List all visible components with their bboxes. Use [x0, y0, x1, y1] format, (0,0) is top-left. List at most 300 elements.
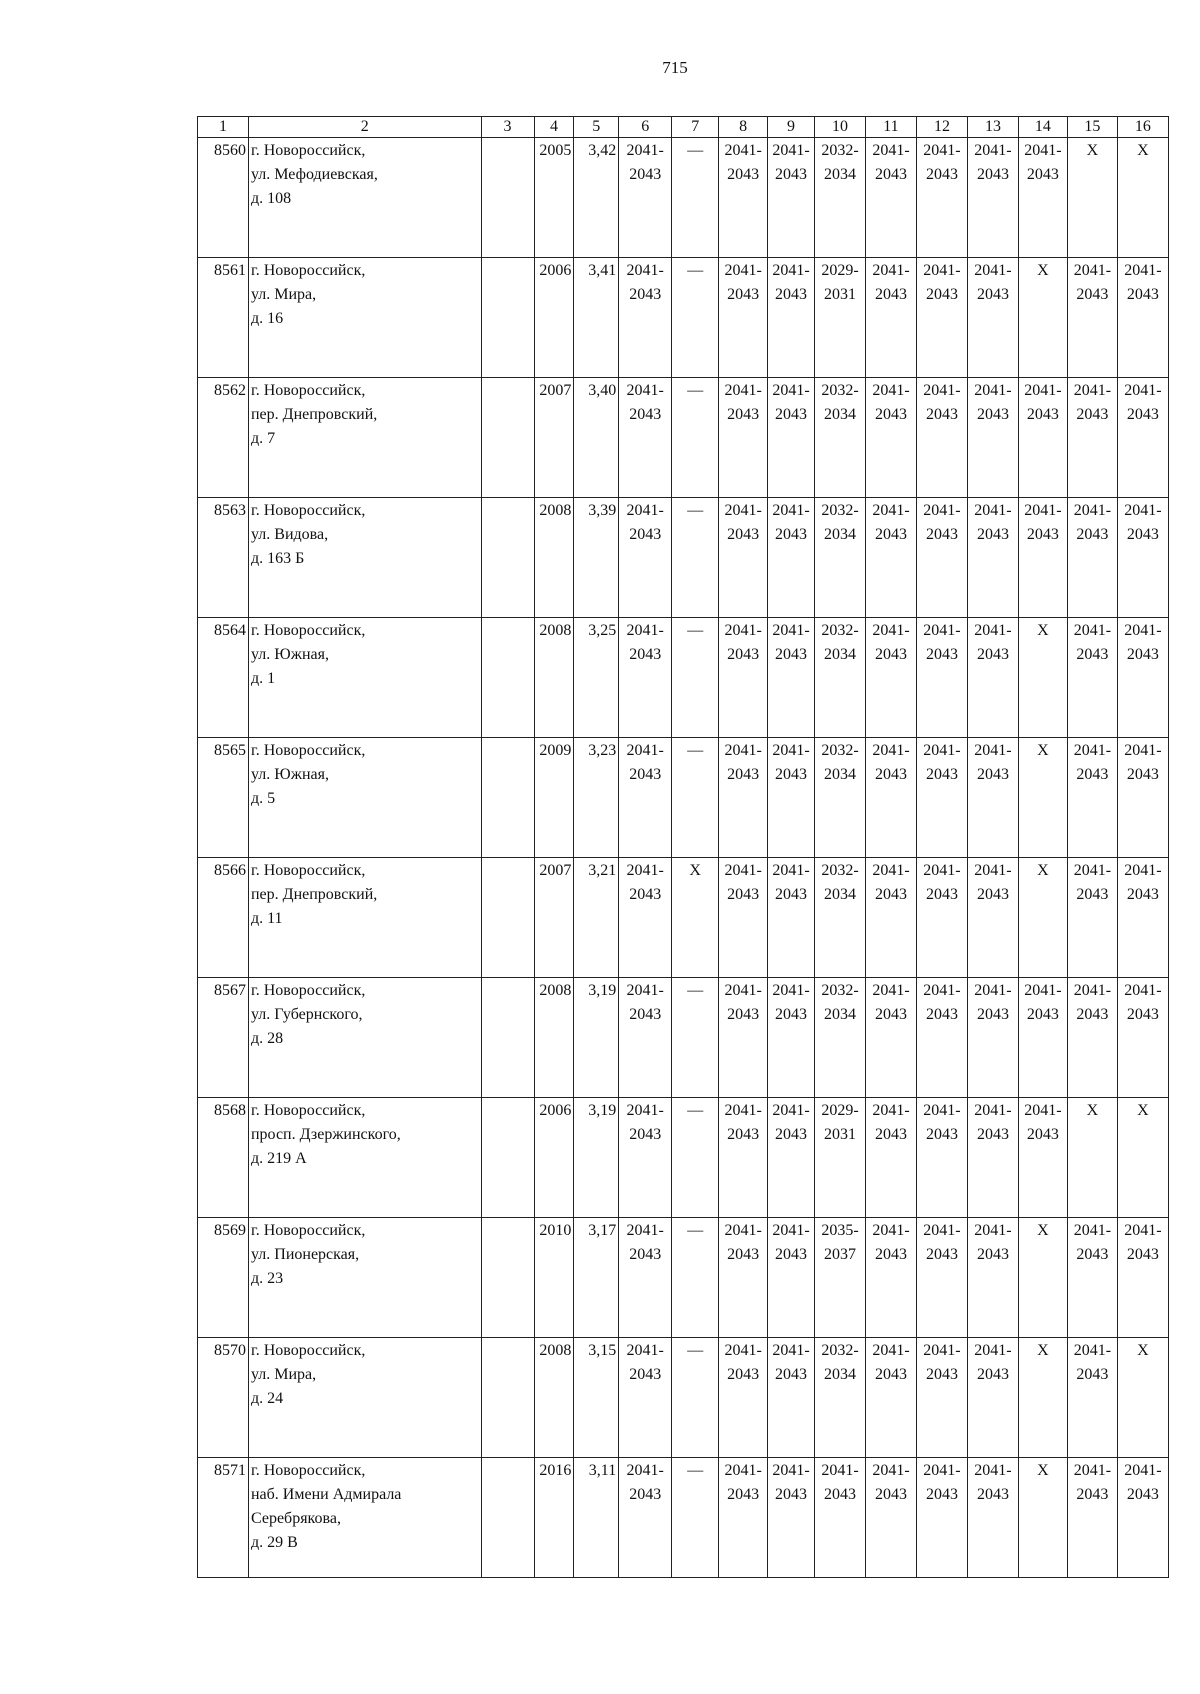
period-text: 2032- 2034 [821, 1342, 859, 1383]
period-text: 2041- 2043 [626, 982, 664, 1023]
period-cell [768, 258, 815, 378]
period-cell [1117, 378, 1168, 498]
period-text: 2041- 2043 [772, 382, 810, 423]
period-cell [815, 1218, 866, 1338]
index-value-cell: 3,25 [574, 618, 619, 738]
period-text: 2041- 2043 [974, 1342, 1012, 1383]
year-cell: 2006 [534, 258, 574, 378]
period-cell [672, 1458, 719, 1578]
page-number: 715 [662, 58, 688, 77]
period-cell [967, 738, 1018, 858]
period-text: 2041- 2043 [626, 1462, 664, 1503]
index-value-cell: 3,19 [574, 978, 619, 1098]
period-cell [1018, 978, 1067, 1098]
period-text: 2041- 2043 [626, 1342, 664, 1383]
period-cell [815, 738, 866, 858]
period-cell [619, 1218, 672, 1338]
address-line: ул. Мира, [250, 1366, 317, 1383]
period-text: — [687, 142, 704, 159]
period-text: 2041- 2043 [772, 1222, 810, 1263]
period-text: 2041- 2043 [923, 1222, 961, 1263]
period-text: 2041- 2043 [772, 982, 810, 1023]
period-text: 2041- 2043 [1024, 982, 1062, 1023]
period-cell [1117, 1458, 1168, 1578]
period-text: 2041- 2043 [923, 502, 961, 543]
period-cell [672, 618, 719, 738]
address-line: г. Новороссийск, [250, 142, 366, 159]
year-cell: 2007 [534, 858, 574, 978]
period-text: 2041- 2043 [626, 502, 664, 543]
period-text: 2041- 2043 [724, 622, 762, 663]
period-cell [719, 978, 768, 1098]
address-line: г. Новороссийск, [250, 742, 366, 759]
index-value-cell: 3,40 [574, 378, 619, 498]
index-value-cell: 3,19 [574, 1098, 619, 1218]
period-cell [1067, 138, 1117, 258]
period-text: 2041- 2043 [1073, 982, 1112, 1023]
period-text: 2041- 2043 [1124, 742, 1162, 783]
address-line: д. 5 [250, 790, 276, 807]
period-cell [815, 618, 866, 738]
address-cell [248, 738, 481, 858]
period-text: 2041- 2043 [772, 1342, 810, 1383]
period-cell [865, 978, 916, 1098]
year-cell: 2009 [534, 738, 574, 858]
period-cell [1018, 1098, 1067, 1218]
period-text: Х [1037, 1342, 1049, 1359]
period-cell [719, 258, 768, 378]
record-number: 8567 [198, 978, 249, 1098]
table-row [198, 258, 1169, 378]
period-cell [768, 1098, 815, 1218]
period-text: Х [1037, 742, 1049, 759]
table-row [198, 738, 1169, 858]
address-line: д. 29 В [250, 1534, 298, 1551]
period-cell [967, 1458, 1018, 1578]
period-cell [1067, 378, 1117, 498]
period-cell [719, 498, 768, 618]
address-line: г. Новороссийск, [250, 262, 366, 279]
period-cell [719, 378, 768, 498]
table-row [198, 978, 1169, 1098]
period-text: 2041- 2043 [724, 1222, 762, 1263]
period-text: 2041- 2043 [974, 1462, 1012, 1503]
period-text: 2041- 2043 [872, 742, 910, 783]
address-cell [248, 498, 481, 618]
period-text: 2041- 2043 [821, 1462, 859, 1503]
period-cell [916, 738, 967, 858]
period-cell [672, 978, 719, 1098]
period-text: Х [1037, 1222, 1049, 1239]
period-text: 2041- 2043 [724, 1342, 762, 1383]
table-row [198, 858, 1169, 978]
period-cell [672, 498, 719, 618]
period-cell [865, 378, 916, 498]
period-cell [916, 138, 967, 258]
period-cell [768, 858, 815, 978]
period-cell [967, 1338, 1018, 1458]
period-text: — [687, 1462, 704, 1479]
record-number: 8561 [198, 258, 249, 378]
period-text: 2041- 2043 [1124, 622, 1162, 663]
period-cell [967, 978, 1018, 1098]
period-cell [672, 738, 719, 858]
period-text: 2041- 2043 [1124, 982, 1162, 1023]
period-cell [967, 378, 1018, 498]
period-cell [672, 1338, 719, 1458]
period-text: 2041- 2043 [1073, 622, 1112, 663]
period-text: 2041- 2043 [974, 622, 1012, 663]
period-cell [672, 138, 719, 258]
period-cell [768, 138, 815, 258]
period-cell [815, 378, 866, 498]
period-cell [865, 858, 916, 978]
address-line: ул. Пионерская, [250, 1246, 360, 1263]
period-cell [768, 378, 815, 498]
index-value-cell: 3,39 [574, 498, 619, 618]
period-text: 2041- 2043 [724, 382, 762, 423]
period-text: — [687, 742, 704, 759]
period-cell [768, 1338, 815, 1458]
period-text: Х [1037, 262, 1049, 279]
index-value-cell: 3,11 [574, 1458, 619, 1578]
period-cell [916, 1338, 967, 1458]
period-text: — [687, 622, 704, 639]
address-line: просп. Дзержинского, [250, 1126, 401, 1143]
period-text: 2041- 2043 [1073, 1222, 1112, 1263]
period-cell [865, 1098, 916, 1218]
address-line: г. Новороссийск, [250, 1102, 366, 1119]
address-cell [248, 378, 481, 498]
period-cell [619, 858, 672, 978]
period-text: Х [689, 862, 701, 879]
record-number: 8566 [198, 858, 249, 978]
period-text: 2041- 2043 [772, 142, 810, 183]
period-cell [619, 378, 672, 498]
period-cell [768, 1458, 815, 1578]
period-cell [1067, 618, 1117, 738]
address-line: д. 108 [250, 190, 292, 207]
period-cell [1067, 1098, 1117, 1218]
record-number: 8568 [198, 1098, 249, 1218]
column-3-cell [481, 1098, 534, 1218]
index-value-cell: 3,41 [574, 258, 619, 378]
period-cell [967, 1218, 1018, 1338]
period-cell [967, 618, 1018, 738]
period-text: 2029- 2031 [821, 262, 859, 303]
period-text: 2032- 2034 [821, 142, 859, 183]
period-text: 2041- 2043 [626, 622, 664, 663]
period-cell [916, 258, 967, 378]
period-text: 2041- 2043 [872, 262, 910, 303]
column-header: 10 [815, 117, 866, 138]
period-text: — [687, 982, 704, 999]
period-cell [672, 258, 719, 378]
period-text: 2041- 2043 [1124, 1222, 1162, 1263]
period-cell [815, 138, 866, 258]
period-text: 2041- 2043 [872, 862, 910, 903]
period-text: 2041- 2043 [923, 982, 961, 1023]
period-text: 2041- 2043 [974, 742, 1012, 783]
column-3-cell [481, 978, 534, 1098]
period-text: Х [1137, 1342, 1149, 1359]
register-body [198, 138, 1169, 1578]
period-cell [1117, 858, 1168, 978]
period-text: 2029- 2031 [821, 1102, 859, 1143]
column-header: 15 [1067, 117, 1117, 138]
column-header: 2 [248, 117, 481, 138]
period-cell [916, 378, 967, 498]
period-text: 2032- 2034 [821, 742, 859, 783]
column-3-cell [481, 498, 534, 618]
period-text: 2041- 2043 [974, 1102, 1012, 1143]
period-text: 2041- 2043 [974, 982, 1012, 1023]
period-text: — [687, 1222, 704, 1239]
period-cell [1018, 1338, 1067, 1458]
period-cell [967, 258, 1018, 378]
period-text: 2041- 2043 [724, 502, 762, 543]
period-text: — [687, 382, 704, 399]
address-line: ул. Губернского, [250, 1006, 363, 1023]
period-cell [815, 258, 866, 378]
period-cell [672, 858, 719, 978]
column-header: 16 [1117, 117, 1168, 138]
address-line: д. 16 [250, 310, 284, 327]
period-text: 2032- 2034 [821, 382, 859, 423]
period-cell [865, 138, 916, 258]
address-line: д. 163 Б [250, 550, 305, 567]
index-value-cell: 3,15 [574, 1338, 619, 1458]
period-text: 2041- 2043 [923, 1462, 961, 1503]
period-cell [865, 738, 916, 858]
period-cell [1067, 1458, 1117, 1578]
period-cell [768, 498, 815, 618]
address-line: г. Новороссийск, [250, 502, 366, 519]
period-text: 2041- 2043 [724, 262, 762, 303]
period-text: 2041- 2043 [772, 622, 810, 663]
period-cell [768, 618, 815, 738]
address-cell [248, 858, 481, 978]
period-cell [916, 858, 967, 978]
period-cell [619, 1458, 672, 1578]
housing-register-table [197, 116, 1169, 1578]
period-cell [1018, 378, 1067, 498]
period-text: 2041- 2043 [1124, 1462, 1162, 1503]
address-line: Серебрякова, [250, 1510, 341, 1527]
period-text: 2041- 2043 [872, 382, 910, 423]
period-text: 2032- 2034 [821, 502, 859, 543]
address-line: д. 28 [250, 1030, 284, 1047]
period-cell [619, 1098, 672, 1218]
year-cell: 2008 [534, 618, 574, 738]
period-text: 2041- 2043 [1024, 502, 1062, 543]
period-cell [916, 1218, 967, 1338]
period-text: 2041- 2043 [1073, 862, 1112, 903]
period-cell [916, 1458, 967, 1578]
period-text: 2041- 2043 [772, 262, 810, 303]
address-line: ул. Мефодиевская, [250, 166, 378, 183]
period-cell [1117, 618, 1168, 738]
year-cell: 2005 [534, 138, 574, 258]
column-3-cell [481, 858, 534, 978]
period-cell [865, 1338, 916, 1458]
period-text: 2041- 2043 [1073, 262, 1112, 303]
period-cell [1117, 258, 1168, 378]
period-cell [768, 738, 815, 858]
period-text: 2041- 2043 [923, 1342, 961, 1383]
index-value-cell: 3,17 [574, 1218, 619, 1338]
address-cell [248, 978, 481, 1098]
period-cell [619, 978, 672, 1098]
column-header: 3 [481, 117, 534, 138]
period-text: 2041- 2043 [626, 1102, 664, 1143]
period-cell [672, 1098, 719, 1218]
address-line: г. Новороссийск, [250, 1462, 366, 1479]
year-cell: 2008 [534, 978, 574, 1098]
period-cell [619, 738, 672, 858]
record-number: 8565 [198, 738, 249, 858]
period-cell [1018, 738, 1067, 858]
period-text: 2041- 2043 [923, 862, 961, 903]
period-cell [815, 498, 866, 618]
period-cell [865, 1218, 916, 1338]
column-header: 6 [619, 117, 672, 138]
column-header: 9 [768, 117, 815, 138]
period-text: 2041- 2043 [1124, 502, 1162, 543]
year-cell: 2008 [534, 1338, 574, 1458]
period-cell [1067, 978, 1117, 1098]
period-text: 2041- 2043 [974, 262, 1012, 303]
table-row [198, 1338, 1169, 1458]
period-cell [719, 618, 768, 738]
period-text: 2041- 2043 [724, 982, 762, 1023]
period-cell [1018, 858, 1067, 978]
period-text: 2041- 2043 [626, 142, 664, 183]
column-header: 4 [534, 117, 574, 138]
period-text: 2041- 2043 [872, 1342, 910, 1383]
address-line: г. Новороссийск, [250, 622, 366, 639]
period-cell [916, 498, 967, 618]
period-cell [1067, 738, 1117, 858]
period-text: 2041- 2043 [1124, 862, 1162, 903]
period-text: 2041- 2043 [923, 262, 961, 303]
period-text: 2041- 2043 [724, 142, 762, 183]
period-cell [815, 1458, 866, 1578]
table-row [198, 618, 1169, 738]
period-cell [619, 498, 672, 618]
address-line: д. 7 [250, 430, 276, 447]
period-cell [815, 1098, 866, 1218]
address-line: г. Новороссийск, [250, 1222, 366, 1239]
column-header: 13 [967, 117, 1018, 138]
period-text: 2041- 2043 [923, 382, 961, 423]
period-text: 2041- 2043 [1073, 502, 1112, 543]
address-cell [248, 258, 481, 378]
address-line: г. Новороссийск, [250, 982, 366, 999]
column-3-cell [481, 1458, 534, 1578]
record-number: 8570 [198, 1338, 249, 1458]
period-text: 2041- 2043 [872, 1102, 910, 1143]
table-row [198, 1218, 1169, 1338]
address-line: д. 23 [250, 1270, 284, 1287]
period-text: 2041- 2043 [1124, 262, 1162, 303]
period-text: Х [1037, 622, 1049, 639]
address-line: д. 219 А [250, 1150, 307, 1167]
period-text: 2041- 2043 [772, 1102, 810, 1143]
table-row [198, 498, 1169, 618]
period-text: — [687, 1102, 704, 1119]
period-cell [1067, 258, 1117, 378]
column-header: 8 [719, 117, 768, 138]
period-text: 2032- 2034 [821, 622, 859, 663]
period-cell [815, 978, 866, 1098]
index-value-cell: 3,21 [574, 858, 619, 978]
period-text: 2041- 2043 [923, 742, 961, 783]
period-cell [1117, 1338, 1168, 1458]
period-text: 2041- 2043 [1024, 382, 1062, 423]
address-line: пер. Днепровский, [250, 886, 378, 903]
address-line: д. 24 [250, 1390, 284, 1407]
period-cell [1067, 1218, 1117, 1338]
column-number-header-row [198, 117, 1169, 138]
period-text: Х [1086, 142, 1099, 159]
period-text: Х [1086, 1102, 1099, 1119]
column-3-cell [481, 738, 534, 858]
column-3-cell [481, 1338, 534, 1458]
period-text: Х [1037, 862, 1049, 879]
period-cell [1117, 498, 1168, 618]
address-cell [248, 618, 481, 738]
period-text: 2041- 2043 [724, 862, 762, 903]
record-number: 8571 [198, 1458, 249, 1578]
period-cell [719, 1338, 768, 1458]
address-line: наб. Имени Адмирала [250, 1486, 402, 1503]
period-text: 2041- 2043 [626, 1222, 664, 1263]
address-cell [248, 1458, 481, 1578]
table-row [198, 378, 1169, 498]
period-text: 2041- 2043 [1024, 1102, 1062, 1143]
period-text: 2041- 2043 [923, 622, 961, 663]
address-line: ул. Мира, [250, 286, 317, 303]
period-cell [815, 858, 866, 978]
period-text: 2041- 2043 [626, 382, 664, 423]
period-cell [1018, 138, 1067, 258]
period-cell [865, 258, 916, 378]
address-line: пер. Днепровский, [250, 406, 378, 423]
period-cell [1018, 618, 1067, 738]
record-number: 8560 [198, 138, 249, 258]
period-text: 2035- 2037 [821, 1222, 859, 1263]
column-3-cell [481, 258, 534, 378]
period-text: 2041- 2043 [626, 742, 664, 783]
period-cell [1117, 978, 1168, 1098]
column-3-cell [481, 618, 534, 738]
period-text: 2041- 2043 [923, 1102, 961, 1143]
address-line: г. Новороссийск, [250, 382, 366, 399]
address-cell [248, 1098, 481, 1218]
period-cell [916, 1098, 967, 1218]
period-text: 2032- 2034 [821, 862, 859, 903]
period-cell [1018, 258, 1067, 378]
period-text: 2041- 2043 [772, 862, 810, 903]
period-text: — [687, 502, 704, 519]
address-cell [248, 1338, 481, 1458]
period-text: 2041- 2043 [1073, 1342, 1112, 1383]
address-line: г. Новороссийск, [250, 862, 366, 879]
address-line: ул. Южная, [250, 646, 329, 663]
period-cell [672, 378, 719, 498]
period-text: Х [1137, 142, 1149, 159]
